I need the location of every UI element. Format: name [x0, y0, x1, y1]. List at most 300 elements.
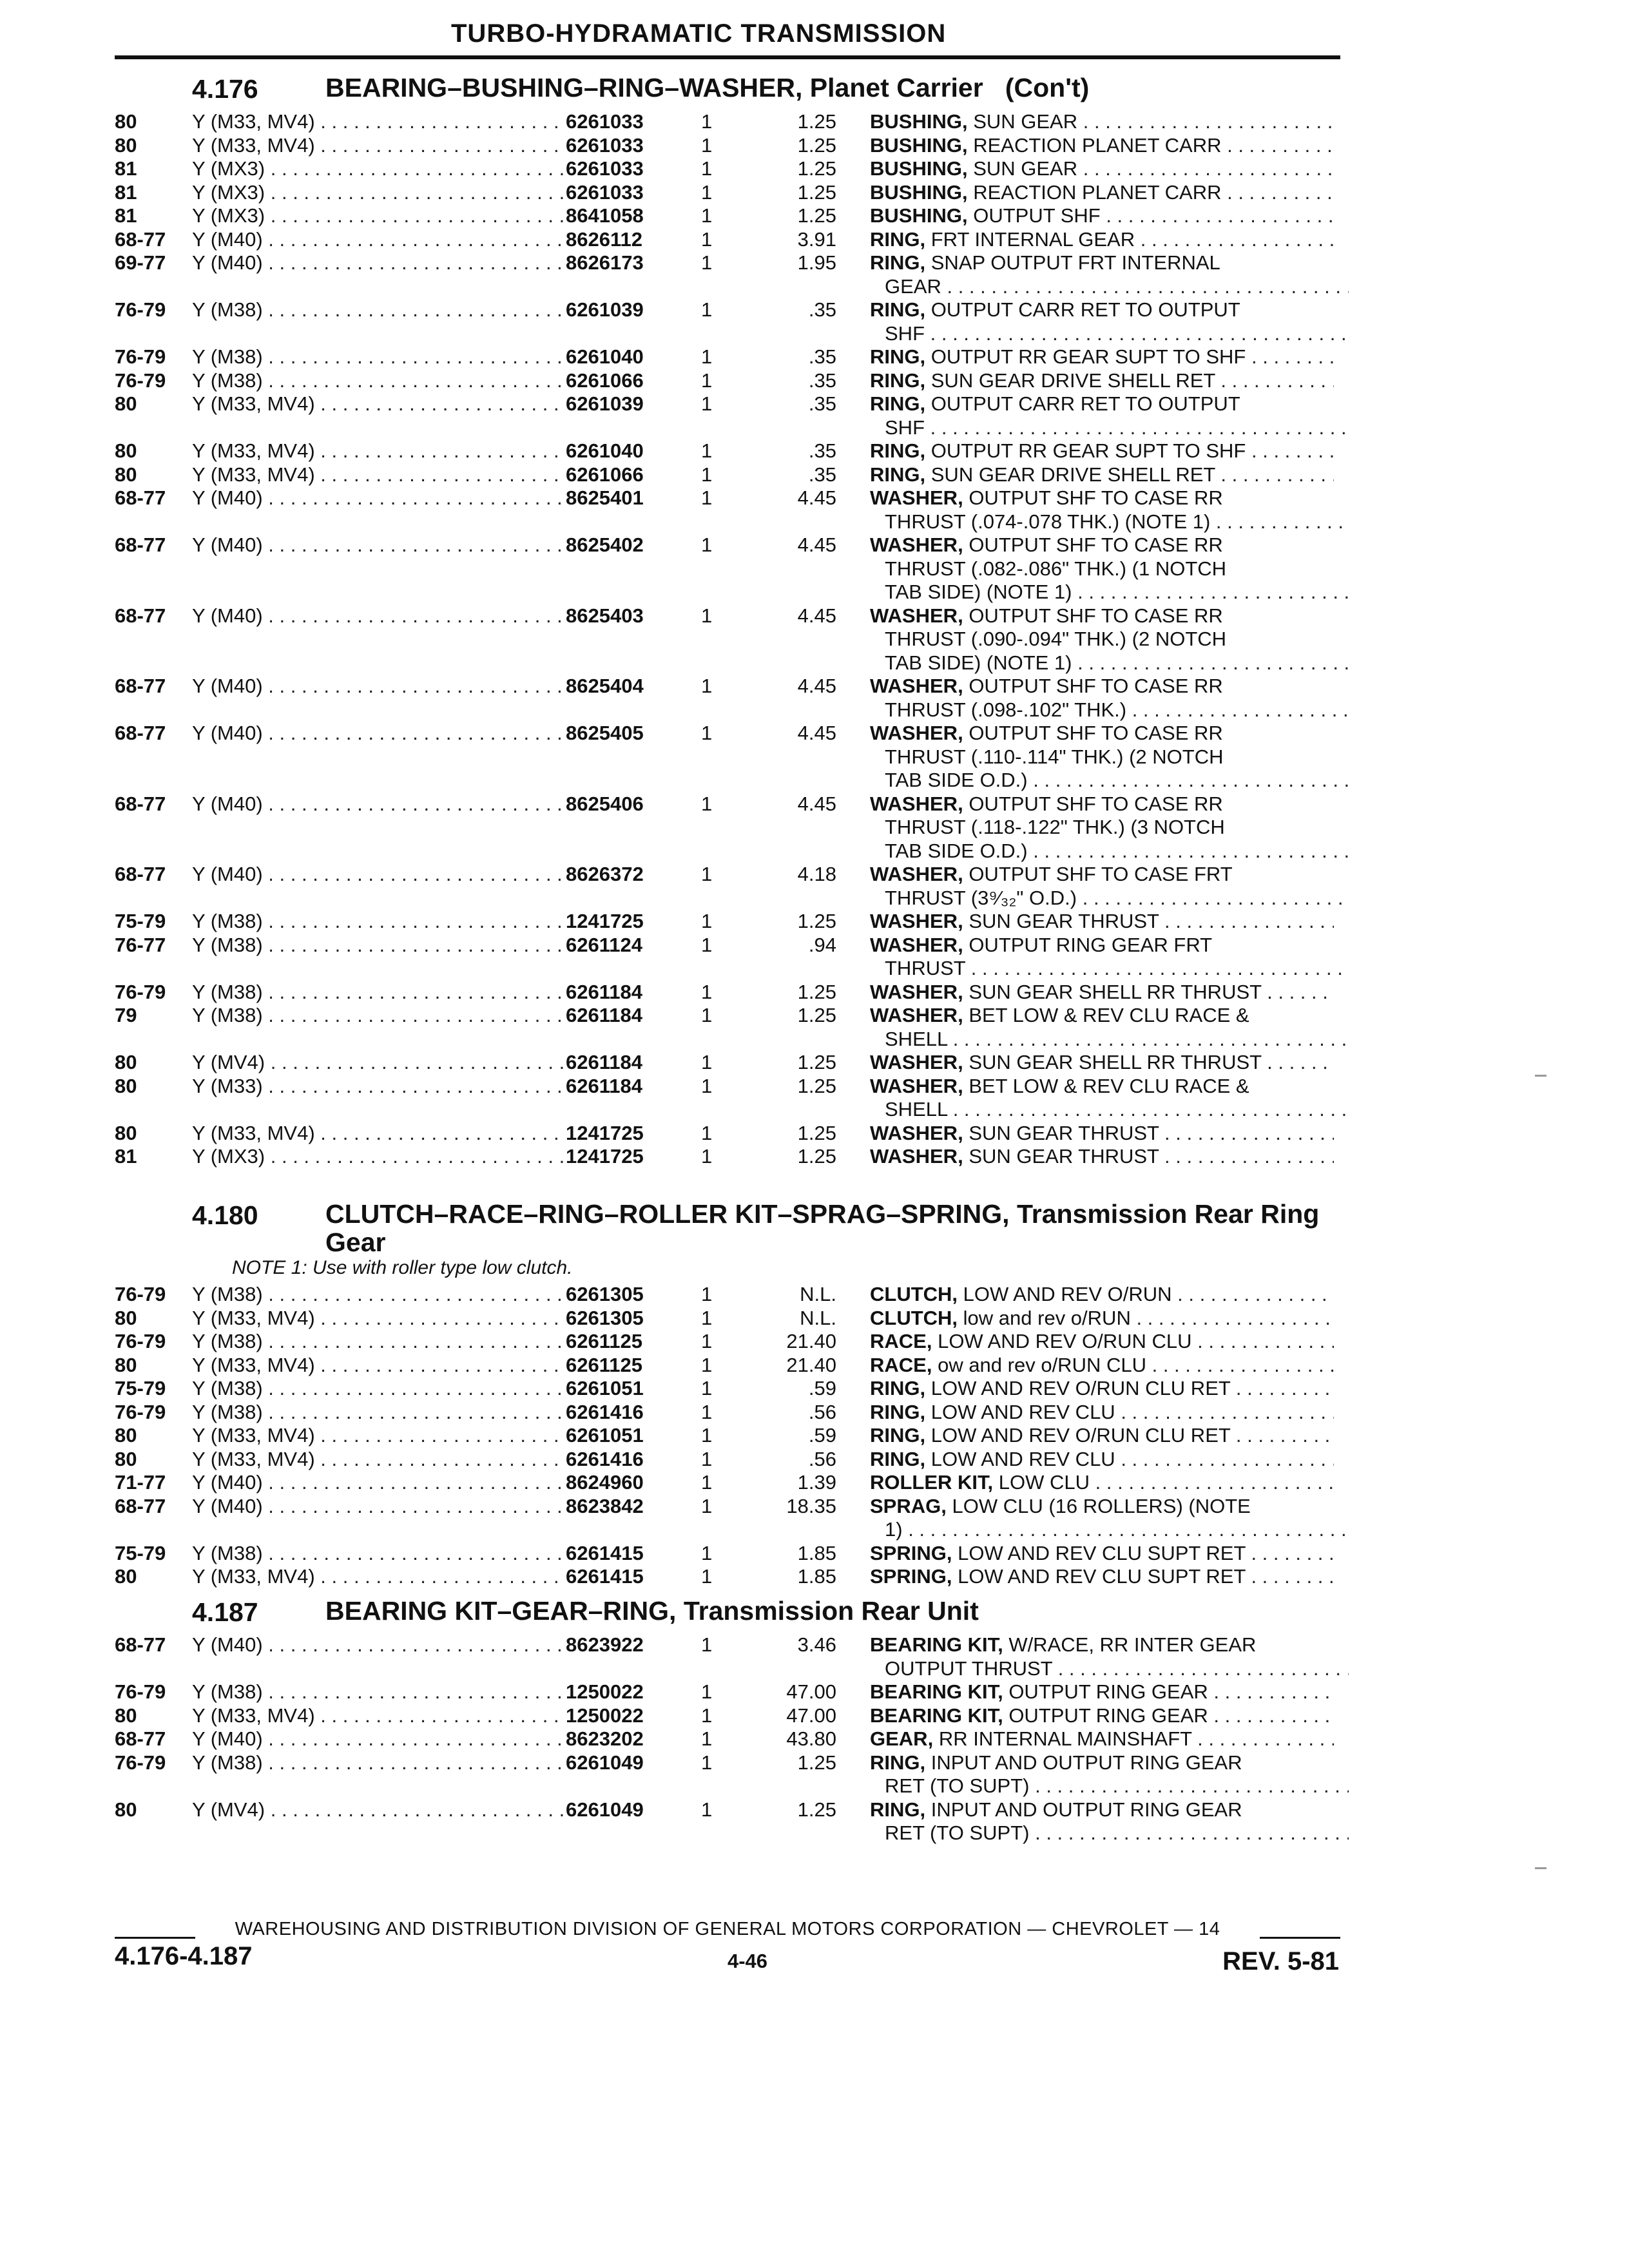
year-cell: 68-77	[115, 722, 166, 744]
description-text: THRUST	[885, 957, 966, 979]
model-cell: Y (M33, MV4) . . .	[192, 1121, 566, 1145]
table-row	[0, 1003, 1629, 1027]
table-row-continuation	[0, 698, 1629, 722]
description-text: TAB SIDE O.D.)	[885, 839, 1028, 862]
price-cell: 3.46	[797, 1633, 836, 1656]
description-text: RET (TO SUPT)	[885, 1821, 1030, 1844]
description-text: REACTION PLANET CARR	[973, 133, 1222, 157]
description-text: TAB SIDE) (NOTE 1)	[885, 581, 1072, 603]
description-cell	[870, 1306, 1334, 1330]
description-cell	[885, 1097, 1349, 1121]
year-cell: 80	[115, 110, 137, 133]
description-cell	[870, 439, 1334, 463]
year-cell: 80	[115, 439, 137, 462]
year-cell: 75-79	[115, 910, 166, 932]
table-row	[0, 439, 1629, 463]
price-cell: 18.35	[786, 1494, 836, 1517]
part-number-cell: 1250022	[566, 1704, 644, 1727]
table-row	[0, 298, 1629, 322]
description-cell	[885, 815, 1349, 839]
year-cell: 80	[115, 1353, 137, 1376]
description-keyword: WASHER,	[870, 1051, 963, 1073]
description-text: LOW AND REV O/RUN CLU RET	[930, 1424, 1231, 1446]
table-row	[0, 1564, 1629, 1588]
quantity-cell: 1	[701, 1633, 713, 1656]
quantity-cell: 1	[701, 110, 713, 133]
description-cell	[870, 792, 1334, 816]
year-cell: 69-77	[115, 251, 166, 274]
year-cell: 68-77	[115, 1494, 166, 1517]
footer-page-number: 4-46	[727, 1950, 768, 1972]
quantity-cell: 1	[701, 1727, 713, 1750]
table-row	[0, 110, 1629, 133]
model-cell: Y (M33, MV4) . . .	[192, 1704, 566, 1727]
description-cell	[885, 1774, 1349, 1798]
year-cell: 80	[115, 1051, 137, 1073]
description-keyword: RING,	[870, 463, 926, 486]
price-cell: 1.39	[797, 1471, 836, 1494]
part-number-cell: 6261415	[566, 1541, 644, 1564]
description-cell	[870, 1121, 1334, 1145]
price-cell: 21.40	[786, 1330, 836, 1352]
price-cell: 4.45	[797, 486, 836, 509]
description-cell	[885, 1517, 1349, 1541]
description-cell	[885, 274, 1349, 298]
description-text: OUTPUT THRUST	[885, 1657, 1053, 1680]
description-cell	[885, 557, 1349, 581]
quantity-cell: 1	[701, 722, 713, 744]
model-cell: Y (M38) . . .	[192, 369, 566, 392]
quantity-cell: 1	[701, 439, 713, 462]
description-cell	[870, 1680, 1334, 1704]
table-row-continuation	[0, 651, 1629, 675]
model-cell: Y (M33, MV4) . . .	[192, 133, 566, 157]
description-keyword: WASHER,	[870, 604, 963, 627]
description-text: LOW CLU (16 ROLLERS) (NOTE	[952, 1494, 1251, 1517]
quantity-cell: 1	[701, 675, 713, 697]
description-text: OUTPUT RR GEAR SUPT TO SHF	[930, 439, 1246, 462]
table-row-continuation	[0, 510, 1629, 533]
description-text: OUTPUT SHF TO CASE RR	[969, 486, 1223, 509]
quantity-cell: 1	[701, 1751, 713, 1774]
section-title	[325, 1597, 1331, 1625]
model-cell: Y (M38) . . .	[192, 1751, 566, 1774]
part-number-cell: 1250022	[566, 1680, 644, 1703]
table-row	[0, 227, 1629, 251]
quantity-cell: 1	[701, 1121, 713, 1144]
price-cell: 1.25	[797, 1798, 836, 1821]
description-cell	[885, 956, 1349, 980]
table-row	[0, 933, 1629, 957]
model-cell: Y (M38) . . .	[192, 1400, 566, 1424]
model-cell: Y (M38) . . .	[192, 933, 566, 957]
description-keyword: RACE,	[870, 1353, 932, 1376]
year-cell: 68-77	[115, 792, 166, 815]
description-keyword: RING,	[870, 1377, 926, 1399]
description-keyword: RING,	[870, 227, 926, 251]
year-cell: 81	[115, 157, 137, 180]
description-keyword: BUSHING,	[870, 110, 968, 133]
description-cell	[885, 510, 1349, 533]
year-cell: 68-77	[115, 1727, 166, 1750]
price-cell: .35	[808, 439, 836, 462]
description-text: OUTPUT CARR RET TO OUTPUT	[930, 392, 1240, 415]
quantity-cell: 1	[701, 933, 713, 956]
quantity-cell: 1	[701, 345, 713, 368]
part-number-cell: 8623922	[566, 1633, 644, 1656]
description-cell	[870, 204, 1334, 227]
description-text: SUN GEAR THRUST	[969, 1121, 1159, 1144]
description-text: SUN GEAR THRUST	[969, 1145, 1159, 1168]
quantity-cell: 1	[701, 227, 713, 251]
quantity-cell: 1	[701, 392, 713, 415]
description-keyword: GEAR,	[870, 1727, 934, 1750]
model-cell: Y (M38) . . .	[192, 1282, 566, 1306]
table-row	[0, 463, 1629, 486]
description-text: SHELL	[885, 1027, 948, 1050]
model-cell: Y (M38) . . .	[192, 1376, 566, 1400]
model-cell: Y (MV4) . . .	[192, 1798, 566, 1821]
quantity-cell: 1	[701, 1074, 713, 1097]
section-number: 4.187	[192, 1597, 258, 1627]
price-cell: .35	[808, 369, 836, 392]
part-number-cell: 8624960	[566, 1471, 644, 1494]
quantity-cell: 1	[701, 1447, 713, 1470]
table-row	[0, 721, 1629, 745]
model-cell: Y (M38) . . .	[192, 1003, 566, 1027]
table-row	[0, 909, 1629, 933]
description-text: FRT INTERNAL GEAR	[930, 227, 1135, 251]
description-cell	[870, 1541, 1334, 1565]
part-number-cell: 6261124	[566, 933, 642, 956]
table-row	[0, 1282, 1629, 1306]
description-keyword: ROLLER KIT,	[870, 1471, 994, 1494]
part-number-cell: 8626173	[566, 251, 644, 274]
description-keyword: WASHER,	[870, 722, 963, 744]
price-cell: 3.91	[797, 227, 836, 251]
model-cell: Y (M33, MV4) . . .	[192, 1564, 566, 1588]
description-text: THRUST (.074-.078 THK.) (NOTE 1)	[885, 510, 1211, 533]
table-row	[0, 1751, 1629, 1774]
model-cell: Y (M38) . . .	[192, 980, 566, 1004]
description-text: LOW AND REV CLU	[930, 1400, 1115, 1423]
year-cell: 80	[115, 1704, 137, 1727]
model-cell: Y (M33) . . .	[192, 1074, 566, 1098]
section-continued: (Con't)	[1005, 73, 1090, 102]
description-cell	[885, 839, 1349, 863]
description-text: ow and rev o/RUN CLU	[938, 1353, 1146, 1376]
price-cell: N.L.	[800, 1283, 836, 1305]
quantity-cell: 1	[701, 1565, 713, 1588]
model-cell: Y (M40) . . .	[192, 674, 566, 698]
model-cell: Y (M40) . . .	[192, 1494, 566, 1518]
description-keyword: BUSHING,	[870, 180, 968, 204]
year-cell: 68-77	[115, 1633, 166, 1656]
quantity-cell: 1	[701, 133, 713, 157]
description-cell	[870, 1353, 1334, 1377]
description-text: THRUST (.090-.094" THK.) (2 NOTCH	[885, 628, 1227, 650]
description-keyword: BEARING KIT,	[870, 1633, 1003, 1656]
description-keyword: RING,	[870, 1424, 926, 1446]
price-cell: .59	[808, 1424, 836, 1446]
year-cell: 76-79	[115, 1400, 166, 1423]
table-row	[0, 1470, 1629, 1494]
part-number-cell: 6261066	[566, 369, 644, 392]
price-cell: .35	[808, 298, 836, 321]
year-cell: 68-77	[115, 486, 166, 509]
description-keyword: WASHER,	[870, 792, 963, 815]
model-cell: Y (M38) . . .	[192, 909, 566, 933]
model-cell: Y (M33, MV4) . . .	[192, 392, 566, 416]
description-keyword: RING,	[870, 1751, 926, 1774]
model-cell: Y (MX3) . . .	[192, 180, 566, 204]
year-cell: 79	[115, 1004, 137, 1026]
model-cell: Y (MX3) . . .	[192, 204, 566, 227]
description-keyword: RING,	[870, 439, 926, 462]
description-cell	[870, 1282, 1334, 1306]
description-cell	[870, 1074, 1334, 1098]
table-row-continuation	[0, 1027, 1629, 1051]
table-row-continuation	[0, 274, 1629, 298]
part-number-cell: 8641058	[566, 204, 644, 227]
part-number-cell: 8625404	[566, 675, 644, 697]
quantity-cell: 1	[701, 1400, 713, 1423]
description-cell	[870, 345, 1334, 369]
model-cell: Y (M40) . . .	[192, 721, 566, 745]
description-cell	[870, 251, 1334, 274]
quantity-cell: 1	[701, 1330, 713, 1352]
part-number-cell: 8626112	[566, 227, 642, 251]
table-row	[0, 1633, 1629, 1657]
description-keyword: WASHER,	[870, 486, 963, 509]
table-row-continuation	[0, 956, 1629, 980]
year-cell: 80	[115, 1121, 137, 1144]
table-row-continuation	[0, 839, 1629, 863]
table-row	[0, 792, 1629, 816]
description-text: SHELL	[885, 1098, 948, 1120]
model-cell: Y (M40) . . .	[192, 533, 566, 557]
model-cell: Y (M40) . . .	[192, 227, 566, 251]
description-cell	[870, 1494, 1334, 1518]
table-row	[0, 1704, 1629, 1727]
price-cell: 4.45	[797, 604, 836, 627]
quantity-cell: 1	[701, 604, 713, 627]
quantity-cell: 1	[701, 251, 713, 274]
year-cell: 75-79	[115, 1377, 166, 1399]
model-cell: Y (M38) . . .	[192, 1680, 566, 1704]
price-cell: .59	[808, 1377, 836, 1399]
description-text: LOW AND REV CLU	[930, 1447, 1115, 1470]
description-cell	[870, 1376, 1334, 1400]
description-keyword: WASHER,	[870, 533, 963, 556]
description-keyword: WASHER,	[870, 675, 963, 697]
part-number-cell: 8625406	[566, 792, 644, 815]
year-cell: 80	[115, 1306, 137, 1329]
price-cell: 1.25	[797, 1145, 836, 1168]
part-number-cell: 8625405	[566, 722, 644, 744]
table-row-continuation	[0, 1097, 1629, 1121]
year-cell: 76-79	[115, 345, 166, 368]
part-number-cell: 6261305	[566, 1283, 644, 1305]
price-cell: 4.45	[797, 792, 836, 815]
year-cell: 80	[115, 392, 137, 415]
table-row	[0, 1050, 1629, 1074]
description-cell	[885, 1821, 1349, 1845]
description-keyword: WASHER,	[870, 1074, 963, 1097]
table-row	[0, 180, 1629, 204]
quantity-cell: 1	[701, 1704, 713, 1727]
price-cell: 1.25	[797, 1004, 836, 1026]
description-cell	[870, 486, 1334, 510]
quantity-cell: 1	[701, 1145, 713, 1168]
description-keyword: RING,	[870, 392, 926, 415]
description-text: SUN GEAR	[973, 110, 1078, 133]
year-cell: 76-79	[115, 369, 166, 392]
description-text: OUTPUT RING GEAR	[1008, 1680, 1208, 1703]
description-keyword: BEARING KIT,	[870, 1704, 1003, 1727]
section-title-text: CLUTCH–RACE–RING–ROLLER KIT–SPRAG–SPRING, Transmission Rear Ring Gear	[325, 1199, 1320, 1257]
model-cell: Y (M38) . . .	[192, 298, 566, 322]
description-keyword: RING,	[870, 369, 926, 392]
table-row-continuation	[0, 627, 1629, 651]
description-text: BET LOW & REV CLU RACE &	[969, 1074, 1249, 1097]
description-cell	[870, 1633, 1334, 1657]
quantity-cell: 1	[701, 486, 713, 509]
table-row	[0, 1074, 1629, 1098]
model-cell: Y (M38) . . .	[192, 1329, 566, 1353]
year-cell: 76-79	[115, 1283, 166, 1305]
description-cell	[870, 463, 1334, 486]
year-cell: 76-77	[115, 933, 166, 956]
quantity-cell: 1	[701, 1680, 713, 1703]
quantity-cell: 1	[701, 369, 713, 392]
model-cell: Y (M33, MV4) . . .	[192, 1447, 566, 1471]
part-number-cell: 8623202	[566, 1727, 644, 1750]
year-cell: 68-77	[115, 227, 166, 251]
description-text: SUN GEAR SHELL RR THRUST .	[969, 1051, 1273, 1073]
price-cell: 1.25	[797, 910, 836, 932]
model-cell: Y (M33, MV4) . . .	[192, 1306, 566, 1330]
description-text: THRUST (.110-.114" THK.) (2 NOTCH	[885, 745, 1224, 768]
table-row	[0, 251, 1629, 274]
quantity-cell: 1	[701, 980, 713, 1003]
table-row-continuation	[0, 322, 1629, 345]
price-cell: 1.85	[797, 1565, 836, 1588]
description-keyword: BUSHING,	[870, 133, 968, 157]
table-row-continuation	[0, 768, 1629, 792]
part-number-cell: 6261416	[566, 1447, 644, 1470]
description-keyword: CLUTCH,	[870, 1306, 958, 1329]
footer-rule-right	[1260, 1937, 1340, 1939]
description-keyword: BUSHING,	[870, 157, 968, 180]
table-row-continuation	[0, 580, 1629, 604]
year-cell: 68-77	[115, 675, 166, 697]
model-cell: Y (M40) . . .	[192, 862, 566, 886]
table-row	[0, 1376, 1629, 1400]
description-cell	[870, 1050, 1334, 1074]
table-row	[0, 980, 1629, 1004]
quantity-cell: 1	[701, 1353, 713, 1376]
model-cell: Y (MV4) . . .	[192, 1050, 566, 1074]
model-cell: Y (MX3) . . .	[192, 1144, 566, 1168]
description-text: OUTPUT SHF TO CASE FRT	[969, 863, 1233, 885]
part-number-cell: 6261125	[566, 1330, 642, 1352]
year-cell: 80	[115, 1565, 137, 1588]
description-text: GEAR	[885, 274, 941, 298]
description-text: 1)	[885, 1518, 903, 1541]
description-cell	[870, 862, 1334, 886]
part-number-cell: 6261184	[566, 1051, 642, 1073]
description-keyword: RING,	[870, 298, 926, 321]
description-text: SUN GEAR THRUST	[969, 910, 1159, 932]
part-number-cell: 6261415	[566, 1565, 644, 1588]
quantity-cell: 1	[701, 204, 713, 227]
description-keyword: RING,	[870, 345, 926, 368]
description-cell	[870, 227, 1334, 251]
table-row	[0, 486, 1629, 510]
description-cell	[870, 1447, 1334, 1471]
description-keyword: RING,	[870, 1400, 926, 1423]
table-row	[0, 1423, 1629, 1447]
price-cell: 1.25	[797, 180, 836, 204]
year-cell: 76-79	[115, 1751, 166, 1774]
price-cell: 1.85	[797, 1541, 836, 1564]
description-text: OUTPUT SHF TO CASE RR	[969, 533, 1223, 556]
description-keyword: SPRING,	[870, 1541, 952, 1564]
year-cell: 76-79	[115, 980, 166, 1003]
price-cell: .94	[808, 933, 836, 956]
description-text: LOW AND REV O/RUN CLU RET	[930, 1377, 1231, 1399]
model-cell: Y (M33, MV4) . . .	[192, 1353, 566, 1377]
part-number-cell: 6261040	[566, 439, 644, 462]
model-cell: Y (M40) . . .	[192, 1727, 566, 1751]
price-cell: 1.25	[797, 133, 836, 157]
quantity-cell: 1	[701, 157, 713, 180]
price-cell: 47.00	[786, 1704, 836, 1727]
table-row	[0, 392, 1629, 416]
table-row	[0, 204, 1629, 227]
description-text: INPUT AND OUTPUT RING GEAR	[930, 1798, 1242, 1821]
table-row	[0, 1329, 1629, 1353]
description-cell	[870, 721, 1334, 745]
description-keyword: RACE,	[870, 1330, 932, 1352]
year-cell: 68-77	[115, 533, 166, 556]
description-text: low and rev o/RUN	[963, 1306, 1131, 1329]
description-cell	[870, 1564, 1334, 1588]
part-number-cell: 6261305	[566, 1306, 644, 1329]
table-row	[0, 369, 1629, 392]
description-cell	[870, 1751, 1334, 1774]
description-text: SHF	[885, 416, 925, 439]
description-text: LOW CLU	[998, 1471, 1090, 1494]
quantity-cell: 1	[701, 180, 713, 204]
year-cell: 80	[115, 1074, 137, 1097]
description-cell	[885, 580, 1349, 604]
footer-revision: REV. 5-81	[1222, 1947, 1339, 1975]
description-cell	[885, 886, 1349, 910]
description-text: LOW AND REV CLU SUPT RET	[958, 1565, 1246, 1588]
table-row-continuation	[0, 886, 1629, 910]
price-cell: 1.25	[797, 110, 836, 133]
description-cell	[870, 110, 1334, 133]
part-number-cell: 6261039	[566, 392, 644, 415]
description-cell	[885, 651, 1349, 675]
model-cell: Y (M40) . . .	[192, 792, 566, 816]
price-cell: 4.45	[797, 675, 836, 697]
section-title	[325, 1200, 1331, 1256]
model-cell: Y (M40) . . .	[192, 1633, 566, 1657]
description-text: LOW AND REV O/RUN	[963, 1283, 1172, 1305]
